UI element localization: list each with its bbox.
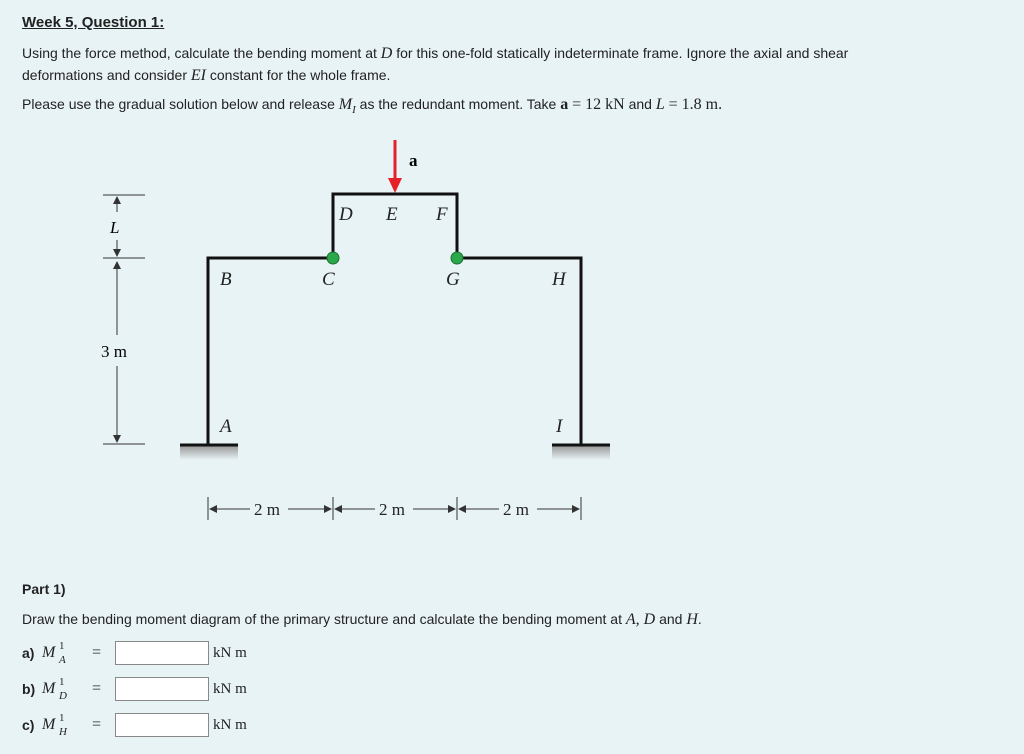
intro-ei: EI xyxy=(190,67,206,84)
moment-m: M xyxy=(42,716,56,733)
answer-input-md[interactable] xyxy=(115,677,209,701)
instr-moment-sub: I xyxy=(352,103,356,116)
answer-input-ma[interactable] xyxy=(115,641,209,665)
intro-text-2: for this one-fold statically indeterminate frame. Ignore the axial and shear xyxy=(396,45,849,61)
part1-desc-h: H xyxy=(686,611,698,628)
hinge-c xyxy=(327,252,339,264)
frame-members xyxy=(208,194,581,444)
support-a-ground xyxy=(180,446,238,460)
moment-sup: 1 xyxy=(59,676,65,688)
moment-m: M xyxy=(42,644,56,661)
node-label-f: F xyxy=(436,204,448,225)
node-label-b: B xyxy=(220,269,232,290)
unit-label-c: kN m xyxy=(213,716,247,733)
moment-sub: H xyxy=(59,726,67,738)
answer-label-c: c) xyxy=(22,717,35,733)
instr-a: a xyxy=(560,96,569,113)
instr-and: and xyxy=(628,96,652,112)
dim-bottom-2: 2 m xyxy=(379,500,405,519)
equals-sign: = xyxy=(92,644,102,661)
part1-description xyxy=(22,608,702,631)
moment-m: M xyxy=(42,680,56,697)
node-label-d: D xyxy=(339,204,353,225)
part1-desc-text: Draw the bending moment diagram of the primary structure and calculate the bending moment at xyxy=(22,611,622,627)
question-title: Week 5, Question 1: xyxy=(22,14,165,31)
node-label-e: E xyxy=(386,204,398,225)
instr-moment: M xyxy=(338,96,353,113)
part1-desc-end: . xyxy=(697,611,702,627)
instr-eq2: = 1.8 m. xyxy=(668,96,723,113)
intro-text-4: constant for the whole frame. xyxy=(209,67,391,83)
support-i-ground xyxy=(552,446,610,460)
unit-label-b: kN m xyxy=(213,680,247,697)
node-label-a: A xyxy=(220,416,232,437)
moment-sub: A xyxy=(59,654,66,666)
moment-symbol-a xyxy=(42,640,92,666)
answer-input-mh[interactable] xyxy=(115,713,209,737)
answer-label-b: b) xyxy=(22,681,36,697)
hinge-g xyxy=(451,252,463,264)
instr-eq1: = 12 kN xyxy=(572,96,625,113)
node-label-i: I xyxy=(556,416,563,437)
node-label-h: H xyxy=(552,269,566,290)
answer-row-a xyxy=(22,640,247,666)
equals-sign: = xyxy=(92,716,102,733)
dim-label-l: L xyxy=(110,218,120,237)
dim-bottom-1: 2 m xyxy=(254,500,280,519)
intro-text-1: Using the force method, calculate the bending moment at xyxy=(22,45,377,61)
moment-symbol-b xyxy=(42,676,92,702)
moment-sub: D xyxy=(59,690,67,702)
intro-text-3: deformations and consider xyxy=(22,67,187,83)
instr-text-1: Please use the gradual solution below and release xyxy=(22,96,335,112)
unit-label-a: kN m xyxy=(213,644,247,661)
node-label-c: C xyxy=(322,269,335,290)
load-arrow-head xyxy=(388,178,402,193)
intro-point-d: D xyxy=(380,45,393,62)
moment-sup: 1 xyxy=(59,640,65,652)
dim-label-3m: 3 m xyxy=(101,342,127,361)
answer-row-c xyxy=(22,712,247,738)
moment-sup: 1 xyxy=(59,712,65,724)
part1-title: Part 1) xyxy=(22,581,66,597)
equals-sign: = xyxy=(92,680,102,697)
part1-desc-points: A, D xyxy=(625,611,656,628)
dim-bottom-3: 2 m xyxy=(503,500,529,519)
moment-symbol-c xyxy=(42,712,92,738)
instr-L: L xyxy=(655,96,665,113)
instr-text-2: as the redundant moment. Take xyxy=(359,96,557,112)
answer-row-b xyxy=(22,676,247,702)
part1-desc-and: and xyxy=(659,611,683,627)
answer-label-a: a) xyxy=(22,645,35,661)
load-label: a xyxy=(409,151,418,170)
node-label-g: G xyxy=(446,269,460,290)
